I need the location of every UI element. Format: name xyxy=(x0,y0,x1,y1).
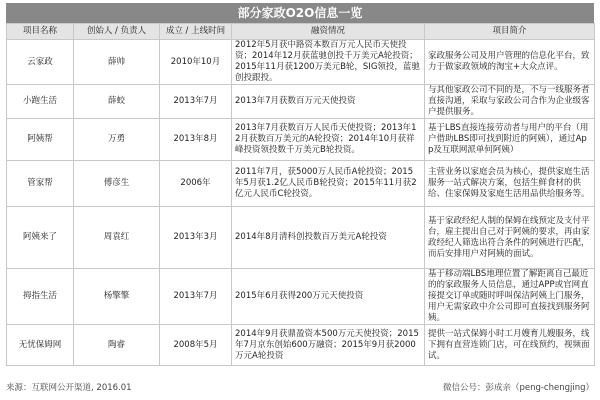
cell-intro: 基于移动端LBS地理位置了解距离自己最近的的家政服务人员信息，通过APP或官网直接提交订单或随时呼叫保洁阿姨上门服务，用户无需家政中介公司即可直接找到服务阿姨。 xyxy=(425,269,595,325)
cell-date: 2013年8月 xyxy=(160,119,232,161)
cell-date: 2008年5月 xyxy=(160,325,232,366)
cell-funding: 2014年8月清科创投数百万美元A轮投资 xyxy=(232,207,425,269)
cell-founder: 傅彦生 xyxy=(74,161,160,207)
cell-funding: 2011年7月，获5000万人民币A轮投资；2015年5月获1.2亿人民币B轮投资；2015年11月获2亿元人民币C轮投资。 xyxy=(232,161,425,207)
cell-funding: 2015年6月获得200万元天使投资 xyxy=(232,269,425,325)
table-title: 部分家政O2O信息一览 xyxy=(6,3,594,23)
cell-funding: 2014年9月获鼎盈资本500万元天使投资；2015年7月京东创始600万融资；2015年9月获2000万元A轮投资 xyxy=(232,325,425,366)
cell-date: 2010年10月 xyxy=(160,40,232,85)
cell-date: 2006年 xyxy=(160,161,232,207)
cell-date: 2013年7月 xyxy=(160,85,232,119)
cell-project-name: 小跑生活 xyxy=(7,85,74,119)
cell-intro: 主营业务以家庭会员为核心，提供家庭生活服务一站式解决方案，包括生鲜食材的供给、住家保姆及家庭生活用品供给服务等。 xyxy=(425,161,595,207)
header-intro: 项目简介 xyxy=(425,24,595,40)
header-row xyxy=(7,24,595,40)
cell-project-name: 阿姨帮 xyxy=(7,119,74,161)
table-row xyxy=(7,207,595,269)
cell-founder: 薛蛟 xyxy=(74,85,160,119)
footer xyxy=(6,381,594,395)
table-row xyxy=(7,85,595,119)
cell-project-name: 云家政 xyxy=(7,40,74,85)
header-founder: 创始人 / 负责人 xyxy=(74,24,160,40)
cell-date: 2013年3月 xyxy=(160,207,232,269)
cell-intro: 提供一站式保姆小时工月嫂育儿嫂服务，线下拥有直营连锁门店，可在线预约，视频面试。 xyxy=(425,325,595,366)
cell-project-name: 无忧保姆网 xyxy=(7,325,74,366)
cell-intro: 与其他家政公司不同的是，不与一线服务者直接沟通，采取与家政公司合作为企业级客户提供服务。 xyxy=(425,85,595,119)
table-row xyxy=(7,40,595,85)
o2o-table xyxy=(6,23,595,366)
cell-founder: 周袁红 xyxy=(74,207,160,269)
cell-date: 2013年7月 xyxy=(160,269,232,325)
table-row xyxy=(7,269,595,325)
wechat-note: 微信公号：彭成亲（peng-chengjing） xyxy=(442,383,594,393)
cell-founder: 杨擎擎 xyxy=(74,269,160,325)
cell-funding: 2013年7月获数百万人民币天使投资；2013年12月获数百万美元的A轮投资；2014年10月获祥峰投资领投数千万美元B轮投资。 xyxy=(232,119,425,161)
cell-project-name: 管家帮 xyxy=(7,161,74,207)
cell-intro: 基于LBS直接连接劳动者与用户的平台（用户借助LBS即可找到附近的阿姨），通过App及互联网派单何阿姨） xyxy=(425,119,595,161)
header-funding: 融资情况 xyxy=(232,24,425,40)
cell-intro: 基于家政经纪人制的保姆在线预定及支付平台，雇主提出自己对于阿姨的要求，再由家政经纪人筛选出符合条件的阿姨进行匹配，而后安排用户对阿姨的面试。 xyxy=(425,207,595,269)
table-row xyxy=(7,119,595,161)
table-row xyxy=(7,325,595,366)
cell-founder: 万勇 xyxy=(74,119,160,161)
header-project-name: 项目名称 xyxy=(7,24,74,40)
header-date: 成立 / 上线时间 xyxy=(160,24,232,40)
source-note: 来源：互联网公开渠道, 2016.01 xyxy=(6,383,132,393)
cell-project-name: 阿姨来了 xyxy=(7,207,74,269)
cell-founder: 薛帅 xyxy=(74,40,160,85)
cell-intro: 家政服务公司及用户管理的信息化平台，致力于做家政领域的淘宝+大众点评。 xyxy=(425,40,595,85)
cell-project-name: 拇指生活 xyxy=(7,269,74,325)
cell-founder: 陶睿 xyxy=(74,325,160,366)
table-row xyxy=(7,161,595,207)
cell-funding: 2012年5月获中路资本数百万元人民币天使投资；2014年12月获蓝驰创投千万美元A轮投资；2015年11月获1200万美元B轮，SIG领投，蓝驰创投跟投。 xyxy=(232,40,425,85)
cell-funding: 2013年7月获数百万元天使投资 xyxy=(232,85,425,119)
